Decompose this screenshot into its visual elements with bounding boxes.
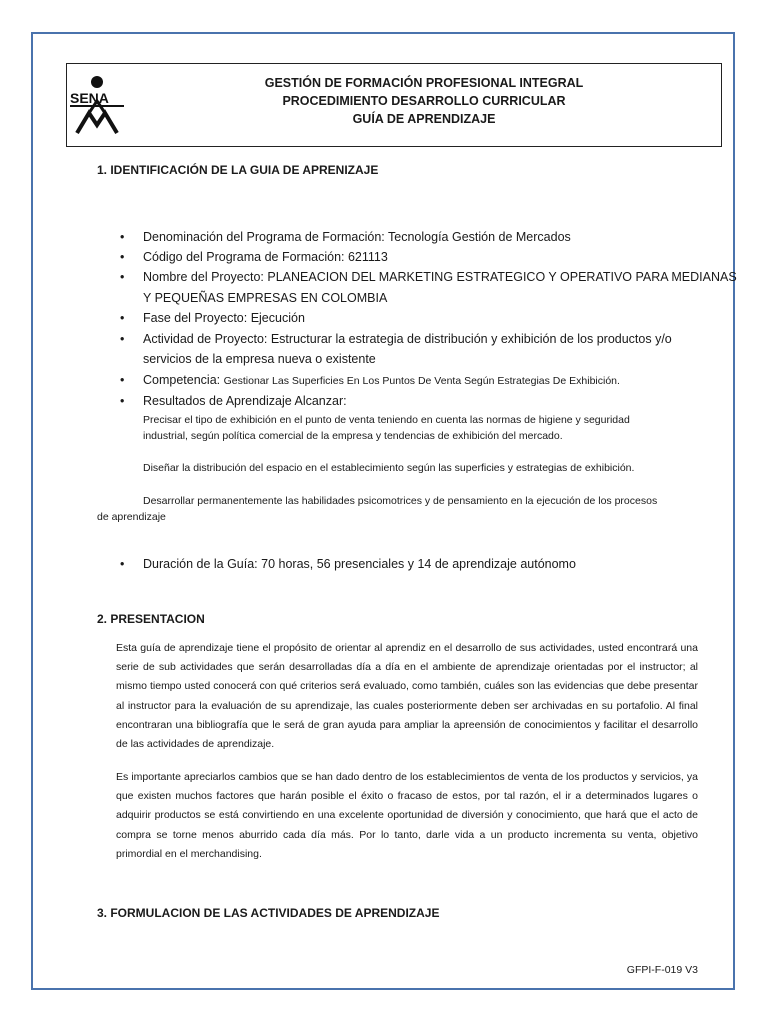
list-item-continuation: servicios de la empresa nueva o existente (143, 352, 376, 366)
presentacion-paragraph-2: Es importante apreciarlos cambios que se han dado dentro de los establecimientos de venta de los productos y servicios, ya que existen muchos factores que harán posible el éxito o fracaso de estos, por tal razón, el ir a determinados lugares o adquirir productos se está convirtiendo en una excelente oportunidad de diversión y conocimiento, que hará que el acto de compra se torne menos aburrido cada día más. Por lo tanto, darle vida a un producto incrementa su venta, objetivo primordial en el merchandising. (116, 771, 698, 860)
header-line-3: GUÍA DE APRENDIZAJE (352, 112, 496, 126)
resultado-3-line-1: Desarrollar permanentemente las habilidades psicomotrices y de pensamiento en la ejecución de los procesos (143, 495, 658, 507)
section-1-title: 1. IDENTIFICACIÓN DE LA GUIA DE APRENIZAJE (97, 163, 379, 177)
section-2-title: 2. PRESENTACION (97, 612, 205, 626)
header-line-2: PROCEDIMIENTO DESARROLLO CURRICULAR (282, 94, 566, 108)
competencia-label: Competencia: (143, 373, 221, 387)
resultado-2: Diseñar la distribución del espacio en el establecimiento según las superficies y estrategias de exhibición. (143, 462, 635, 474)
header-line-1: GESTIÓN DE FORMACIÓN PROFESIONAL INTEGRAL (264, 76, 584, 90)
presentacion-paragraph-1: Esta guía de aprendizaje tiene el propósito de orientar al aprendiz en el desarrollo de sus actividades, usted encontrará una serie de sub actividades que serán desarrolladas día a día en el ambiente de aprendizaje orientadas por el instructor; al mismo tiempo usted conocerá con qué criterios será evaluado, como también, cuáles son las evidencias que debe presentar al instructor para la evaluación de su aprendizaje, las cuales posteriormente deben ser archivadas en su portafolio. Al final encontraran una bibliografía que le será de gran ayuda para ampliar la apreensión de conocimientos y facilitar el desarrollo de las actividades de aprendizaje. (116, 642, 698, 751)
section-3-title: 3. FORMULACION DE LAS ACTIVIDADES DE APRENDIZAJE (97, 906, 440, 920)
svg-text:SENA: SENA (70, 90, 109, 106)
resultado-3-line-2: de aprendizaje (97, 511, 166, 523)
sena-logo (69, 73, 127, 135)
list-item-continuation: Y PEQUEÑAS EMPRESAS EN COLOMBIA (143, 291, 388, 305)
competencia-value: Gestionar Las Superficies En Los Puntos De Venta Según Estrategias De Exhibición. (223, 375, 620, 387)
resultado-1-line-2: industrial, según política comercial de la empresa y tendencias de exhibición del mercado. (143, 430, 563, 442)
resultado-1-line-1: Precisar el tipo de exhibición en el punto de venta teniendo en cuenta las normas de higiene y seguridad (143, 414, 630, 426)
form-code: GFPI-F-019 V3 (626, 964, 698, 976)
document-header (130, 74, 718, 128)
